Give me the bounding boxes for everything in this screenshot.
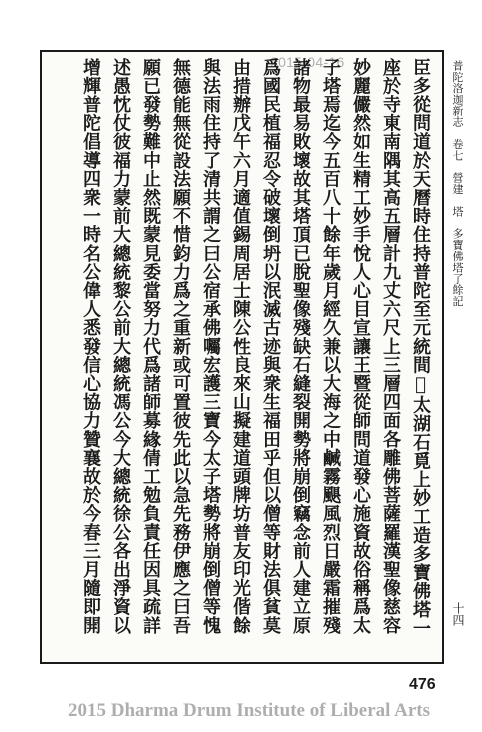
text-column-12: 增輝普陀倡導四衆一時名公偉人悉發信心協力贊襄故於今春三月隨即開	[80, 58, 101, 635]
text-column-4: 子塔焉迄今五百八十餘年歲月經久兼以大海之中鹹霧颶風烈日嚴霜摧殘	[320, 58, 341, 635]
text-column-6: 爲國民植福忍令破壞倒坍以泯滅古迹與衆生福田乎但以僧等財法俱貧莫	[260, 58, 281, 635]
running-header: 普陀洛迦新志 卷七 營建 塔 多寶佛塔了餘記	[451, 60, 464, 307]
text-column-1: 臣多從問道於天曆時住持普陀至元統間𠊓太湖石覓上妙工造多寶佛塔一	[410, 58, 431, 638]
text-column-7: 由措辦戊午六月適值錫周居士陳公性良來山擬建道頭牌坊普友印光偕餘	[230, 58, 251, 635]
date-stamp: 2015-04-16	[270, 54, 345, 70]
page-number: 476	[409, 676, 436, 693]
text-column-9: 無德能無從設法願不惜鈞力爲之重新或可置彼先此以急先務伊應之曰吾	[170, 58, 191, 635]
text-column-5: 諸物最易敗壞故其塔頂已脫聖像殘缺石縫裂開勢將崩倒竊念前人建立原	[290, 58, 311, 635]
text-column-2: 座於寺東南隅其高五層計九丈六尺上三層四面各雕佛菩薩羅漢聖像慈容	[380, 58, 401, 635]
text-column-10: 願已發勢難中止然既蒙見委當努力代爲諸師募緣倩工勉負責任因具疏詳	[140, 58, 161, 635]
text-column-3: 妙麗儼然如生精工妙手悅人心目宣讓王暨從師問道發心施資故俗稱爲太	[350, 58, 371, 635]
text-column-8: 與法雨住持了清共謂之曰公宿承佛囑宏護三寶今太子塔勢將崩倒僧等愧	[200, 58, 221, 635]
watermark-text: 2015 Dharma Drum Institute of Liberal Arts	[68, 700, 431, 721]
folio-number: 十四	[451, 602, 465, 626]
text-column-11: 述愚忱仗彼福力蒙前大總統黎公前大總統馮公今大總統徐公各出淨資以	[110, 58, 131, 635]
